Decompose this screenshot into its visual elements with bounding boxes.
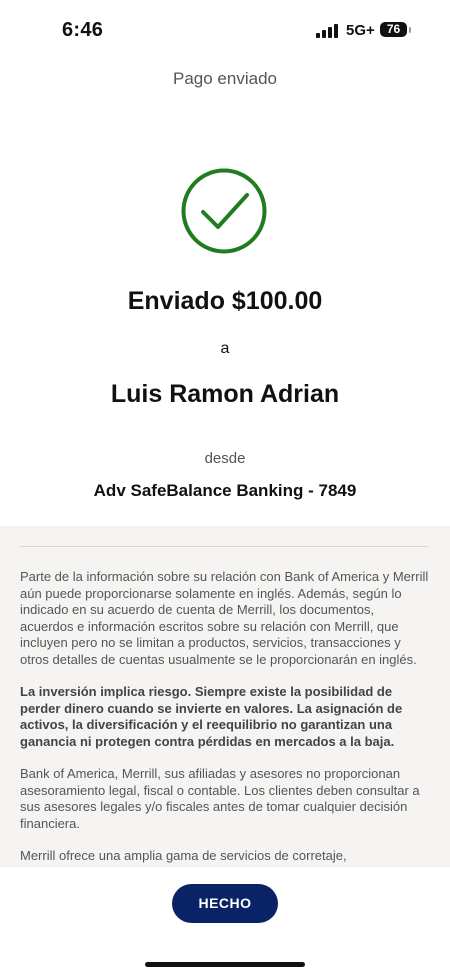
from-label: desde <box>204 450 246 467</box>
signal-strength-icon <box>316 24 340 38</box>
recipient-name: Luis Ramon Adrian <box>110 380 340 408</box>
disclosure-paragraph-risk: La inversión implica riesgo. Siempre existe la posibilidad de perder dinero cuando se invierte en valores. La asignación de activos, la diversificación y el reequilibrio no garantizan una ganancia ni protegen contra pérdidas en mercados a la baja. <box>20 684 403 749</box>
disclosure-paragraph-language: Parte de la información sobre su relación con Bank of America y Merrill aún puede proporcionarse solamente en inglés. Además, según lo indicado en su acuerdo de cuenta de Merrill, los documentos, acuerdos e información escritos sobre su relación con Merrill, que incluyen pero no se limitan a productos, servicios, transacciones y otros detalles de cuentas usualmente se le proporcionarán en inglés. <box>20 569 429 667</box>
home-indicator[interactable] <box>145 962 305 967</box>
battery-icon <box>380 22 407 37</box>
disclosure-text <box>20 569 430 897</box>
check-circle-icon <box>181 168 267 254</box>
network-type: 5G+ <box>346 22 375 39</box>
divider <box>20 546 428 547</box>
source-account: Adv SafeBalance Banking - 7849 <box>93 481 357 500</box>
status-bar <box>0 0 450 60</box>
battery-level: 76 <box>386 22 401 36</box>
sent-amount: Enviado $100.00 <box>127 287 323 315</box>
disclosure-panel[interactable] <box>0 526 450 866</box>
disclosure-paragraph-advice: Bank of America, Merrill, sus afiliadas y asesores no proporcionan asesoramiento legal, fiscal o contable. Los clientes deben consultar a sus asesores legales y/o fiscales antes de tomar cualquier decisión financiera. <box>20 766 420 831</box>
status-time: 6:46 <box>62 19 104 41</box>
page-title: Pago enviado <box>173 69 277 88</box>
to-label: a <box>220 340 230 357</box>
done-button[interactable]: HECHO <box>172 884 278 923</box>
battery-cap <box>409 27 411 33</box>
disclosure-paragraph-services: Merrill ofrece una amplia gama de servicios de corretaje, <box>20 848 347 863</box>
footer <box>0 866 450 976</box>
